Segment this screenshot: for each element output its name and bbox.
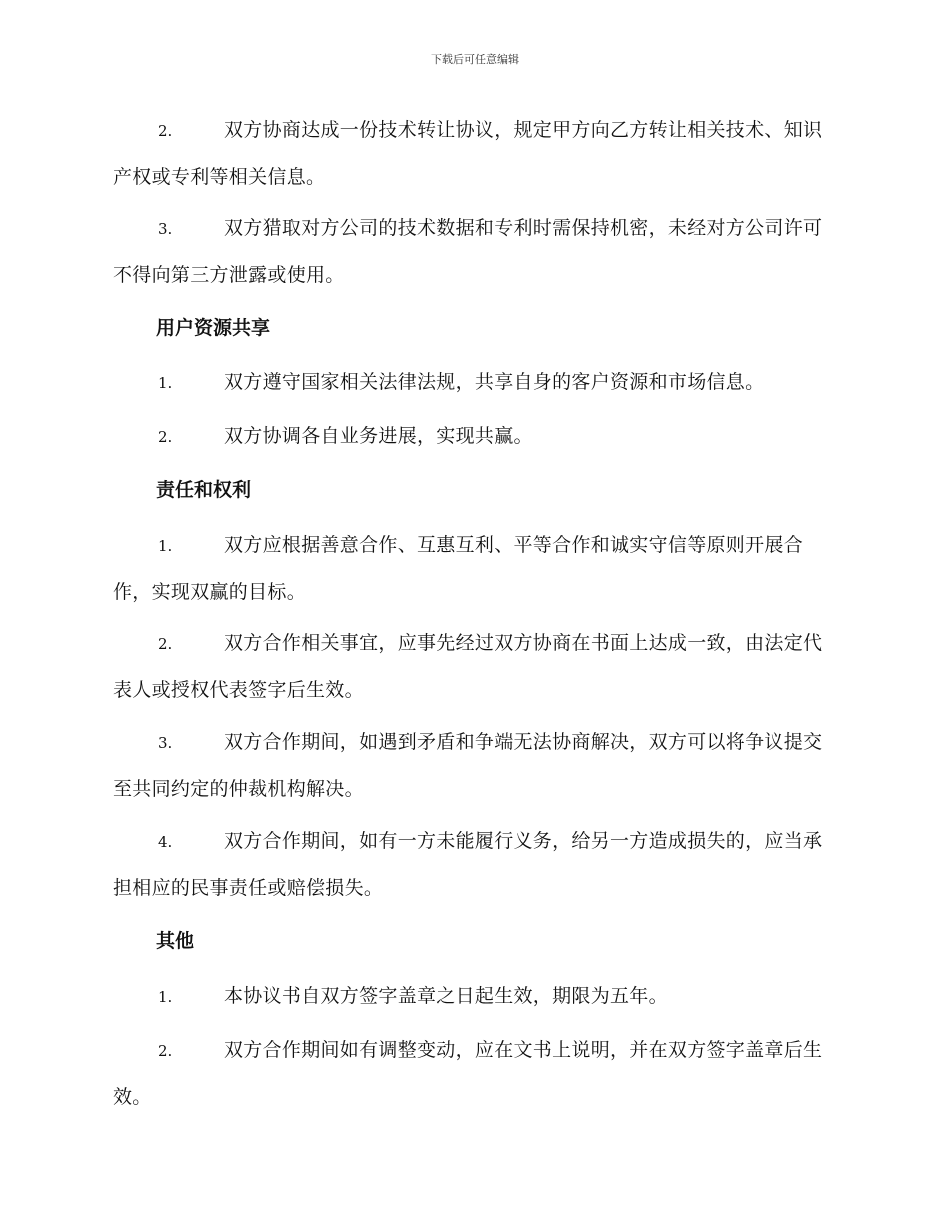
list-item <box>113 205 835 298</box>
item-number: 4. <box>158 833 173 851</box>
list-item <box>113 620 835 713</box>
section-heading: 用户资源共享 <box>156 317 271 339</box>
section-heading: 责任和权利 <box>156 479 252 501</box>
item-number: 3. <box>158 734 173 752</box>
list-item <box>113 818 835 911</box>
item-text: 双方合作相关事宜，应事先经过双方协商在书面上达成一致，由法定代表人或授权代表签字后生效。 <box>113 632 823 701</box>
list-item <box>113 522 835 615</box>
item-number: 1. <box>158 374 173 392</box>
item-number: 1. <box>158 988 173 1006</box>
item-number: 1. <box>158 537 173 555</box>
list-item <box>113 973 835 1020</box>
list-item <box>113 413 835 460</box>
item-number: 2. <box>158 635 173 653</box>
item-number: 2. <box>158 1042 173 1060</box>
list-item <box>113 359 835 406</box>
item-number: 2. <box>158 122 173 140</box>
item-number: 2. <box>158 428 173 446</box>
list-item <box>113 719 835 812</box>
item-text: 双方合作期间如有调整变动，应在文书上说明，并在双方签字盖章后生效。 <box>113 1039 823 1108</box>
list-item <box>113 1027 835 1120</box>
section-heading: 其他 <box>156 930 195 952</box>
item-text: 双方合作期间，如有一方未能履行义务，给另一方造成损失的，应当承担相应的民事责任或赔偿损失。 <box>113 830 823 899</box>
item-text: 双方应根据善意合作、互惠互利、平等合作和诚实守信等原则开展合作，实现双赢的目标。 <box>113 534 804 603</box>
item-text: 双方遵守国家相关法律法规，共享自身的客户资源和市场信息。 <box>224 371 765 393</box>
item-text: 双方协调各自业务进展，实现共赢。 <box>224 425 533 447</box>
list-item <box>113 107 835 200</box>
item-text: 双方合作期间，如遇到矛盾和争端无法协商解决，双方可以将争议提交至共同约定的仲裁机构解决。 <box>113 731 823 800</box>
item-text: 本协议书自双方签字盖章之日起生效，期限为五年。 <box>224 985 668 1007</box>
item-number: 3. <box>158 220 173 238</box>
item-text: 双方猎取对方公司的技术数据和专利时需保持机密，未经对方公司许可不得向第三方泄露或使用。 <box>113 217 823 286</box>
page-header: 下载后可任意编辑 <box>431 53 519 66</box>
item-text: 双方协商达成一份技术转让协议，规定甲方向乙方转让相关技术、知识产权或专利等相关信息。 <box>113 119 823 188</box>
